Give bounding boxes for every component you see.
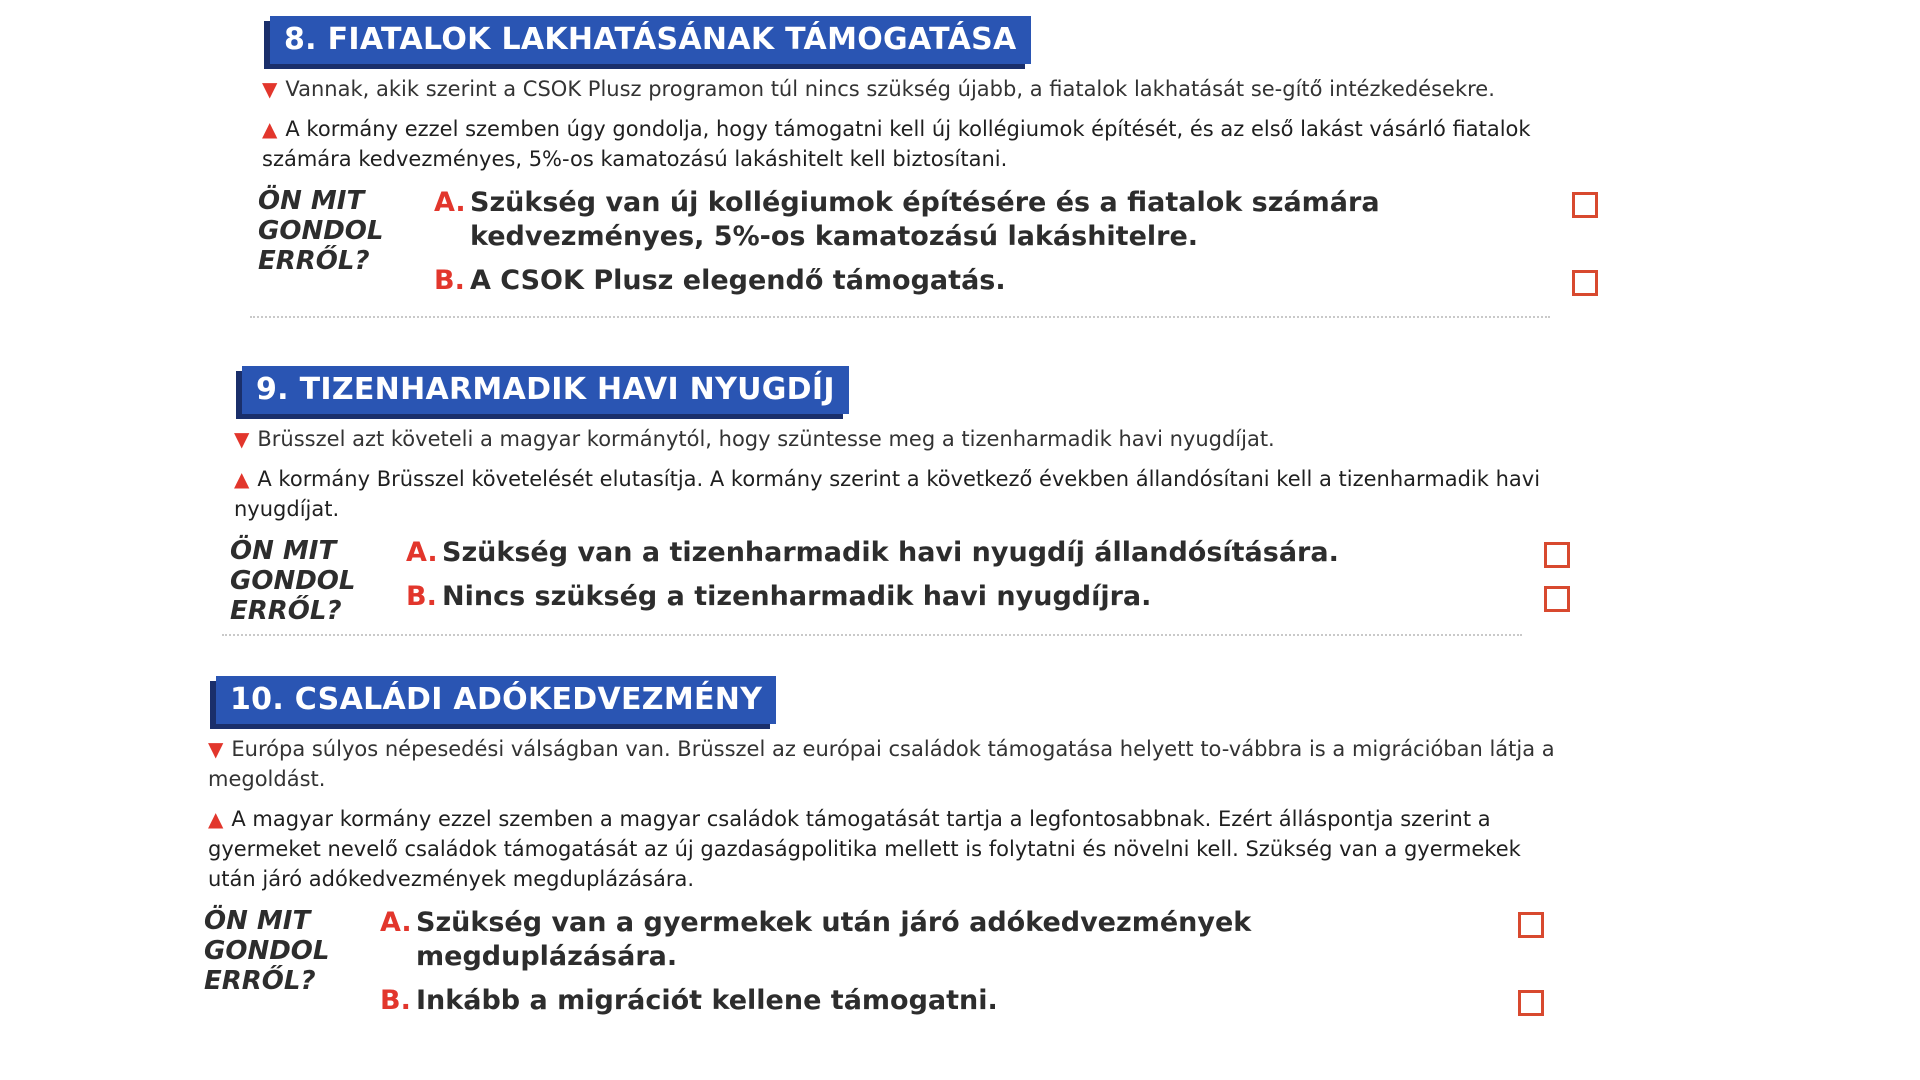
option-letter: B. xyxy=(434,265,465,296)
option-text: A CSOK Plusz elegendő támogatás. xyxy=(470,265,1006,296)
checkbox-b[interactable] xyxy=(1572,270,1598,296)
opinion-government: ▲ A kormány Brüsszel követelését elutasítja. A kormány szerint a következő években állandósítani kell a tizenharmadik havi nyugdíjat. xyxy=(234,467,1541,521)
triangle-up-icon: ▲ xyxy=(234,467,250,491)
dotted-divider xyxy=(250,316,1550,318)
checkbox-a[interactable] xyxy=(1518,912,1544,938)
options-list xyxy=(406,536,1582,626)
opinion-government: ▲ A magyar kormány ezzel szemben a magyar családok támogatását tartja a legfontosabbnak. Ezért álláspontja szerint a gyermeket nevelő családok támogatását az új gazdaságpolitika mellett is folytatni és növelni kell. Szükség van a gyermekek után járó adókedvezmények megduplázására. xyxy=(208,807,1521,891)
option-letter: A. xyxy=(406,537,438,568)
section-9 xyxy=(222,366,1582,636)
options-list xyxy=(380,906,1556,1028)
section-title: 9. TIZENHARMADIK HAVI NYUGDÍJ xyxy=(242,366,849,414)
option-text: Szükség van a tizenharmadik havi nyugdíj állandósítására. xyxy=(442,537,1339,568)
triangle-up-icon: ▲ xyxy=(208,807,224,831)
section-title: 8. FIATALOK LAKHATÁSÁNAK TÁMOGATÁSA xyxy=(270,16,1031,64)
option-text: Szükség van új kollégiumok építésére és a fiatalok számára kedvezményes, 5%-os kamatozású lakáshitelre. xyxy=(470,187,1380,252)
triangle-down-icon: ▼ xyxy=(262,77,278,101)
option-a[interactable] xyxy=(406,536,1582,570)
opinion-brussels: ▼ Európa súlyos népesedési válságban van. Brüsszel az európai családok támogatása helyett to-vábbra is a migrációban látja a megoldást. xyxy=(208,737,1555,791)
option-text: Inkább a migrációt kellene támogatni. xyxy=(416,985,998,1016)
option-letter: A. xyxy=(380,907,412,938)
checkbox-a[interactable] xyxy=(1544,542,1570,568)
option-letter: A. xyxy=(434,187,466,218)
option-b[interactable] xyxy=(406,580,1582,614)
option-a[interactable] xyxy=(434,186,1610,254)
section-title: 10. CSALÁDI ADÓKEDVEZMÉNY xyxy=(216,676,776,724)
dotted-divider xyxy=(222,634,1522,636)
question-block xyxy=(250,186,1610,308)
section-8 xyxy=(250,16,1610,318)
option-a[interactable] xyxy=(380,906,1556,974)
triangle-up-icon: ▲ xyxy=(262,117,278,141)
option-letter: B. xyxy=(380,985,411,1016)
opinion-brussels: ▼ Brüsszel azt követeli a magyar kormánytól, hogy szüntesse meg a tizenharmadik havi nyugdíjat. xyxy=(234,427,1275,451)
question-label: ÖN MIT GONDOL ERRŐL? xyxy=(258,186,384,276)
opinion-government: ▲ A kormány ezzel szemben úgy gondolja, hogy támogatni kell új kollégiumok építését, és az első lakást vásárló fiatalok számára kedvezményes, 5%-os kamatozású lakáshitelt kell biztosítani. xyxy=(262,117,1531,171)
checkbox-b[interactable] xyxy=(1518,990,1544,1016)
option-letter: B. xyxy=(406,581,437,612)
question-label: ÖN MIT GONDOL ERRŐL? xyxy=(230,536,356,626)
question-block xyxy=(222,536,1582,626)
triangle-down-icon: ▼ xyxy=(234,427,250,451)
question-label: ÖN MIT GONDOL ERRŐL? xyxy=(204,906,330,996)
option-text: Nincs szükség a tizenharmadik havi nyugdíjra. xyxy=(442,581,1152,612)
options-list xyxy=(434,186,1610,308)
option-b[interactable] xyxy=(380,984,1556,1018)
option-b[interactable] xyxy=(434,264,1610,298)
section-10 xyxy=(196,676,1556,1028)
checkbox-a[interactable] xyxy=(1572,192,1598,218)
option-text: Szükség van a gyermekek után járó adókedvezmények megduplázására. xyxy=(416,907,1252,972)
opinion-brussels: ▼ Vannak, akik szerint a CSOK Plusz programon túl nincs szükség újabb, a fiatalok lakhatását se-gítő intézkedésekre. xyxy=(262,77,1495,101)
question-block xyxy=(196,906,1556,1028)
triangle-down-icon: ▼ xyxy=(208,737,224,761)
checkbox-b[interactable] xyxy=(1544,586,1570,612)
